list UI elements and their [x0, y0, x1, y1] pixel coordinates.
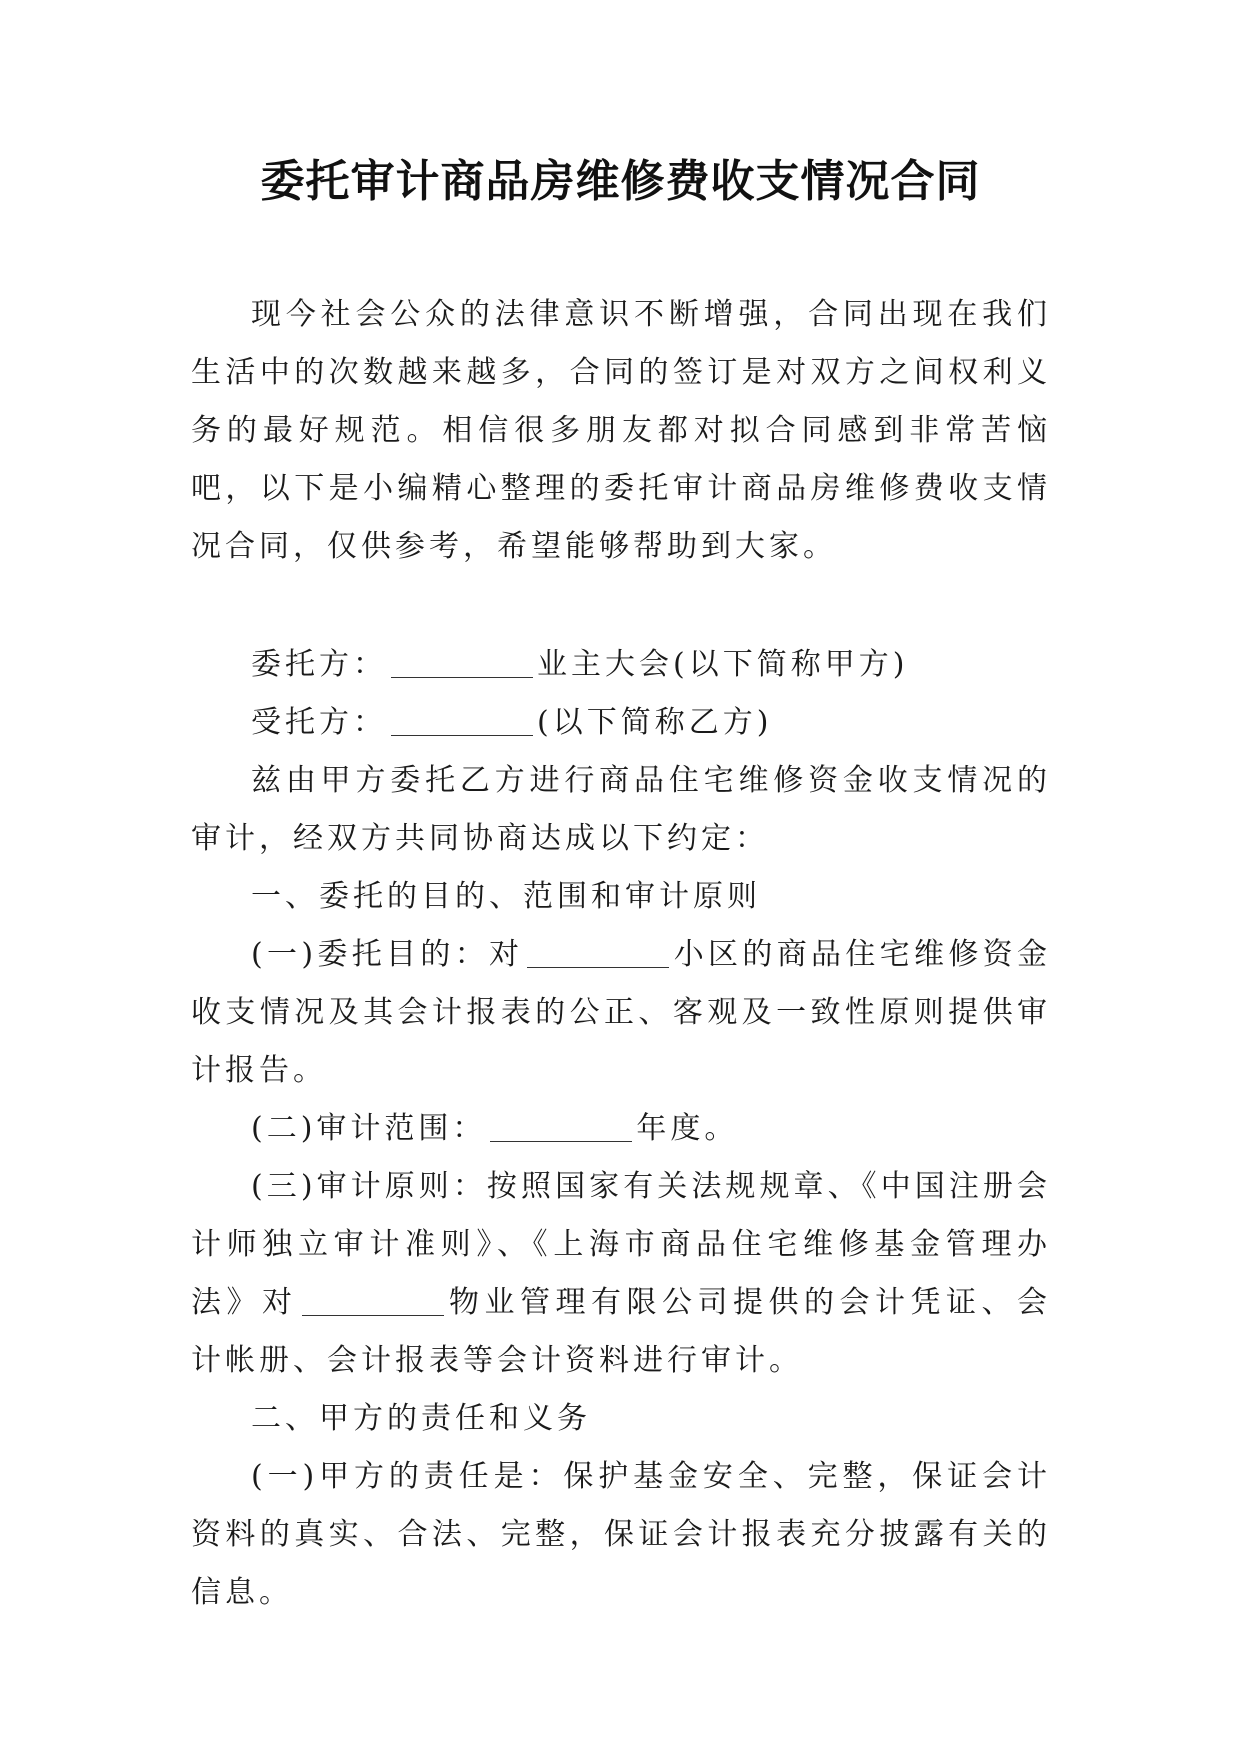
clause-1-1	[191, 926, 1051, 1100]
clause-2-1: (一)甲方的责任是：保护基金安全、完整，保证会计资料的真实、合法、完整，保证会计报表充分披露有关的信息。	[191, 1459, 1051, 1610]
clause-1-3-blank	[302, 1285, 444, 1316]
party-b-line	[191, 694, 1051, 752]
section-2-heading: 二、甲方的责任和义务	[251, 1401, 591, 1436]
clause-1-1-text-before: (一)委托目的：对	[251, 937, 524, 972]
party-a-label: 委托方：	[251, 647, 387, 682]
clause-1-3-text-after: 物业管理有限公司提供的会计凭证、会计帐册、会计报表等会计资料进行审计。	[191, 1285, 1051, 1378]
party-b-blank	[391, 705, 533, 736]
clause-1-3	[191, 1158, 1051, 1390]
clause-1-2-text-before: (二)审计范围：	[251, 1111, 487, 1146]
clause-1-2-text-after: 年度。	[636, 1111, 739, 1146]
contract-body	[191, 636, 1051, 1622]
clause-1-1-blank	[527, 937, 669, 968]
party-b-suffix: (以下简称乙方)	[537, 705, 773, 740]
clause-1-1-text-after: 小区的商品住宅维修资金收支情况及其会计报表的公正、客观及一致性原则提供审计报告。	[191, 937, 1051, 1088]
document-title: 委托审计商品房维修费收支情况合同	[260, 156, 981, 207]
party-a-line	[191, 636, 1051, 694]
preamble-paragraph: 兹由甲方委托乙方进行商品住宅维修资金收支情况的审计，经双方共同协商达成以下约定：	[191, 763, 1051, 856]
clause-1-2-blank	[490, 1111, 632, 1142]
party-b-label: 受托方：	[251, 705, 387, 740]
section-1-heading: 一、委托的目的、范围和审计原则	[251, 879, 761, 914]
clause-1-3-text-before: (三)审计原则：按照国家有关法规规章、《中国注册会计师独立审计准则》、《上海市商品住宅维修基金管理办法》对	[191, 1169, 1051, 1320]
party-a-suffix: 业主大会(以下简称甲方)	[537, 647, 909, 682]
clause-1-2	[191, 1100, 1051, 1158]
intro-section	[191, 286, 1051, 576]
party-a-blank	[391, 647, 533, 678]
intro-paragraph: 现今社会公众的法律意识不断增强，合同出现在我们生活中的次数越来越多，合同的签订是对双方之间权利义务的最好规范。相信很多朋友都对拟合同感到非常苦恼吧，以下是小编精心整理的委托审计商品房维修费收支情况合同，仅供参考，希望能够帮助到大家。	[191, 297, 1051, 564]
